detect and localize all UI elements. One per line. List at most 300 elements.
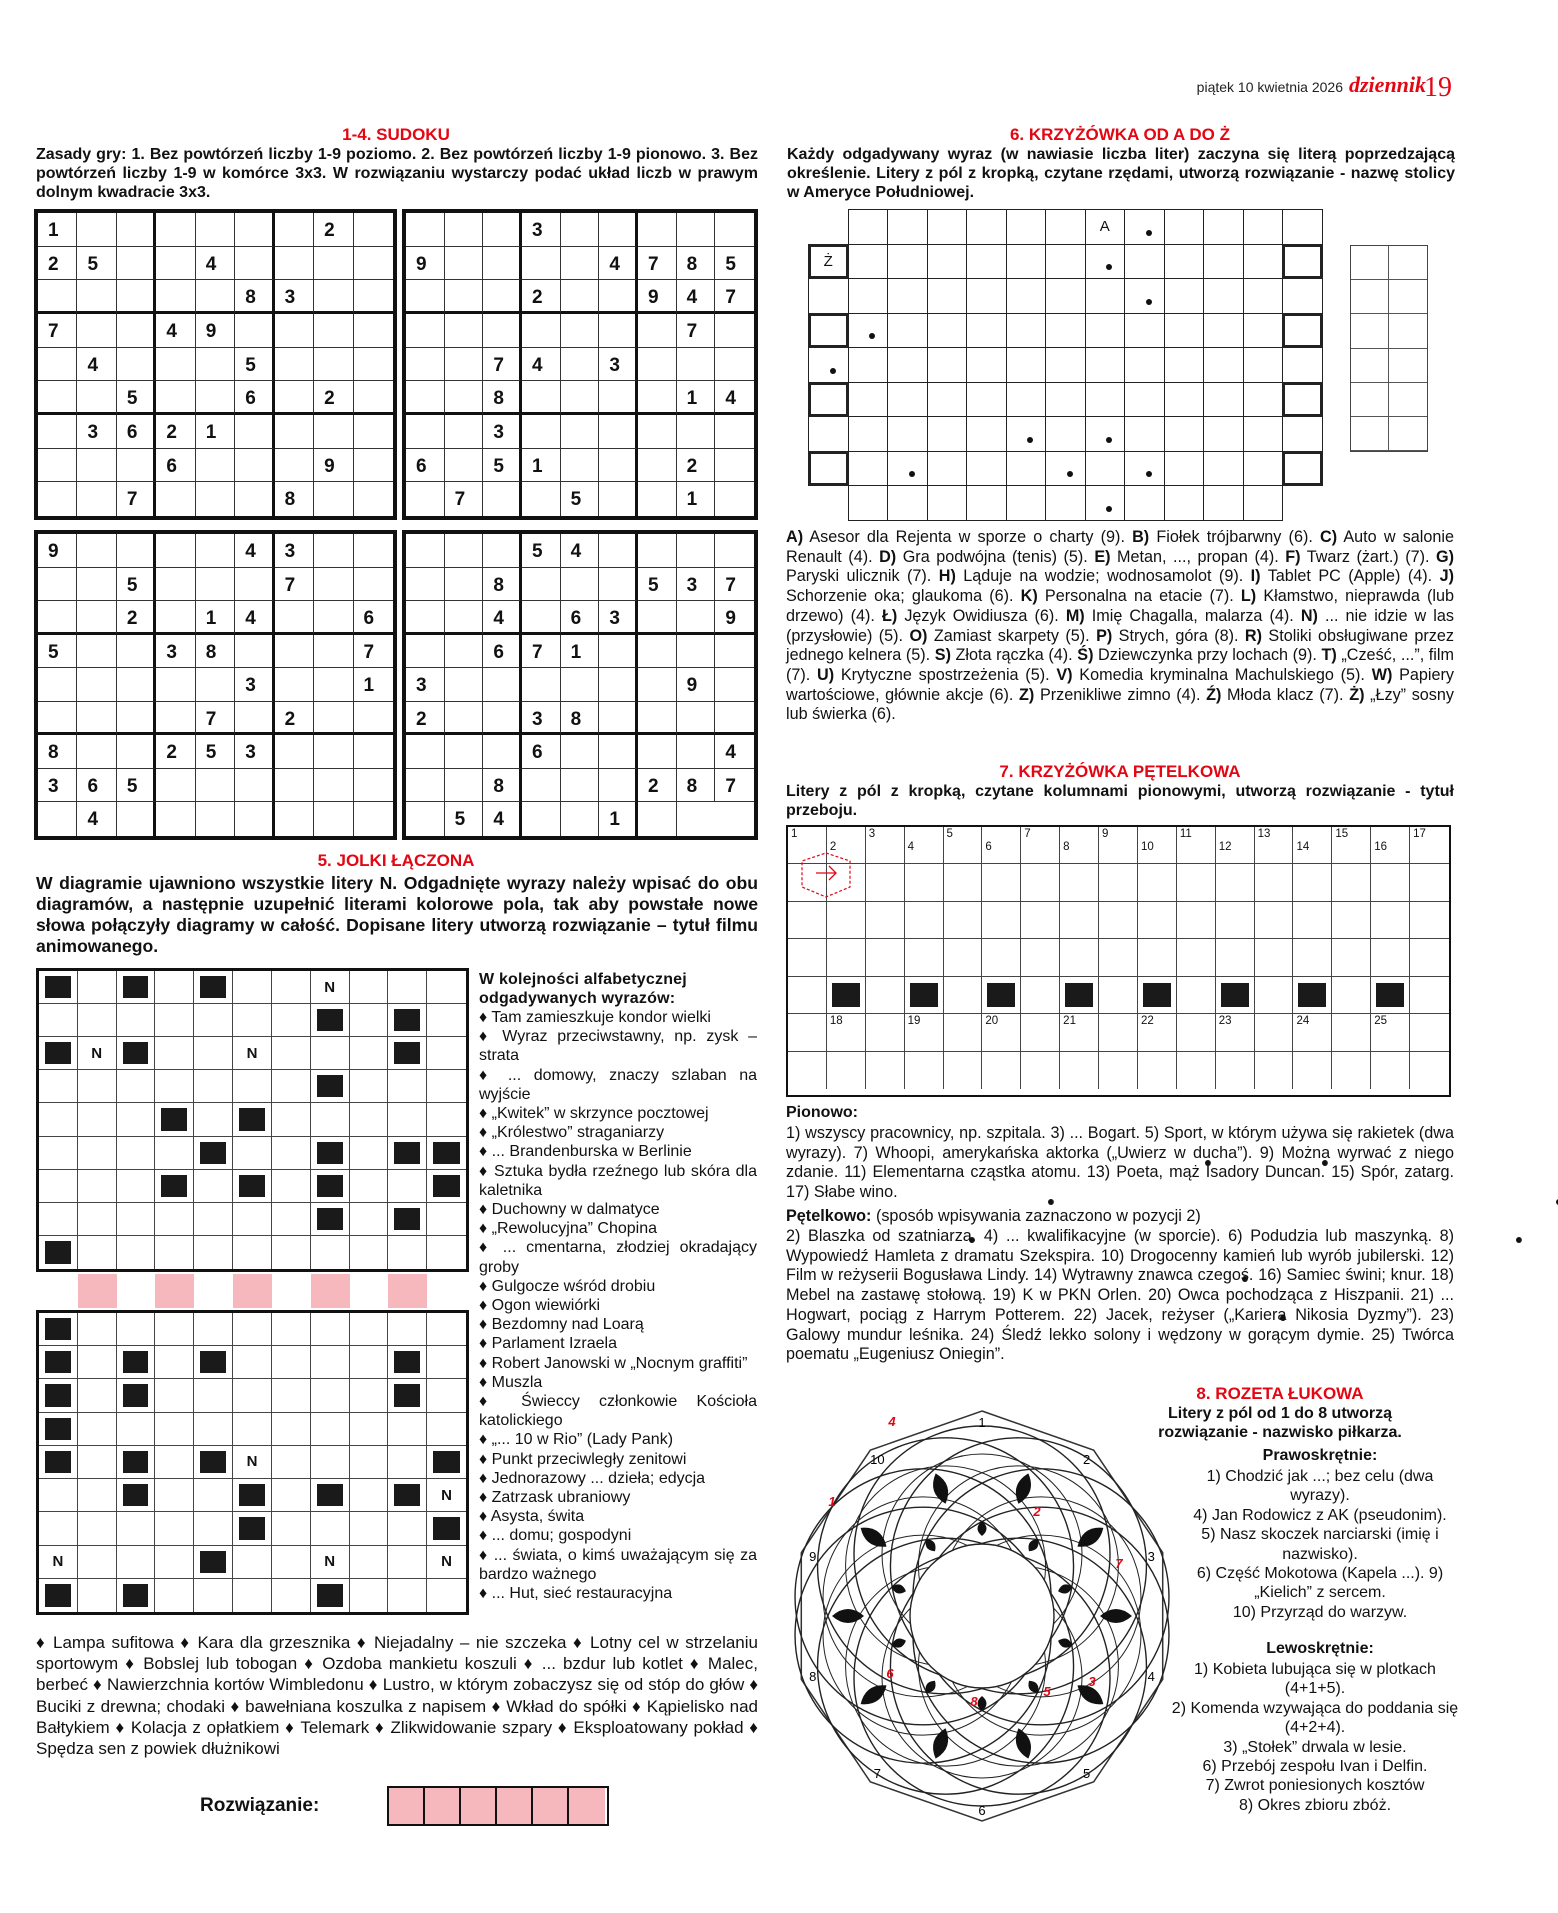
sudoku-cell[interactable]: 4: [235, 601, 274, 635]
sudoku-cell[interactable]: 9: [38, 534, 77, 568]
krzyzowka-cell[interactable]: [848, 451, 889, 487]
petelkowa-cell[interactable]: [788, 939, 827, 976]
krzyzowka-cell[interactable]: [1164, 209, 1205, 245]
jolki-cell[interactable]: [194, 1413, 233, 1446]
sudoku-cell[interactable]: [156, 348, 195, 382]
sudoku-cell[interactable]: [77, 568, 116, 602]
sudoku-cell[interactable]: [522, 482, 561, 516]
sudoku-cell[interactable]: [445, 635, 484, 669]
krzyzowka-cell[interactable]: [966, 278, 1007, 314]
petelkowa-cell[interactable]: [1293, 864, 1332, 901]
jolki-cell[interactable]: [427, 1004, 466, 1037]
sudoku-cell[interactable]: [599, 482, 638, 516]
petelkowa-cell[interactable]: [1060, 864, 1099, 901]
petelkowa-cell[interactable]: [982, 827, 1021, 864]
sudoku-cell[interactable]: [483, 702, 522, 736]
jolki-cell[interactable]: [350, 1413, 389, 1446]
jolki-cell[interactable]: [350, 1479, 389, 1512]
jolki-cell[interactable]: [155, 1236, 194, 1269]
sudoku-cell[interactable]: [275, 213, 314, 247]
petelkowa-cell[interactable]: [1060, 902, 1099, 939]
sudoku-cell[interactable]: [445, 348, 484, 382]
sudoku-cell[interactable]: 3: [677, 568, 716, 602]
sudoku-cell[interactable]: [196, 482, 235, 516]
krzyzowka-cell[interactable]: [1243, 244, 1284, 280]
sudoku-cell[interactable]: [406, 381, 445, 415]
colored-cell[interactable]: [233, 1274, 272, 1308]
jolki-cell[interactable]: [311, 1512, 350, 1545]
sudoku-cell[interactable]: [314, 568, 353, 602]
jolki-cell[interactable]: [311, 971, 350, 1004]
jolki-cell[interactable]: [427, 1103, 466, 1136]
petelkowa-cell[interactable]: [1216, 827, 1255, 864]
sudoku-cell[interactable]: [314, 247, 353, 281]
sudoku-cell[interactable]: [599, 415, 638, 449]
petelkowa-cell[interactable]: [866, 864, 905, 901]
jolki-cell[interactable]: [272, 1579, 311, 1612]
sudoku-cell[interactable]: [638, 482, 677, 516]
sudoku-cell[interactable]: [196, 348, 235, 382]
jolki-cell[interactable]: [39, 1004, 78, 1037]
sudoku-cell[interactable]: [638, 668, 677, 702]
krzyzowka-cell[interactable]: [1124, 209, 1165, 245]
sudoku-cell[interactable]: [599, 449, 638, 483]
sudoku-cell[interactable]: [275, 415, 314, 449]
sudoku-cell[interactable]: [677, 735, 716, 769]
sudoku-cell[interactable]: [117, 348, 156, 382]
sudoku-cell[interactable]: 5: [117, 769, 156, 803]
jolki-cell[interactable]: [272, 1137, 311, 1170]
jolki-cell[interactable]: [272, 1446, 311, 1479]
sudoku-cell[interactable]: 2: [314, 381, 353, 415]
sudoku-cell[interactable]: 3: [235, 668, 274, 702]
sudoku-cell[interactable]: [522, 415, 561, 449]
sudoku-cell[interactable]: 2: [522, 280, 561, 314]
krzyzowka-cell[interactable]: [1243, 347, 1284, 383]
jolki-cell[interactable]: [350, 1379, 389, 1412]
sudoku-cell[interactable]: [638, 702, 677, 736]
jolki-cell[interactable]: [388, 1070, 427, 1103]
sudoku-cell[interactable]: 3: [38, 769, 77, 803]
jolki-cell[interactable]: [388, 1579, 427, 1612]
jolki-cell[interactable]: [78, 1236, 117, 1269]
sudoku-cell[interactable]: [406, 601, 445, 635]
petelkowa-cell[interactable]: [1177, 1052, 1216, 1089]
sudoku-cell[interactable]: [196, 568, 235, 602]
sudoku-cell[interactable]: [677, 213, 716, 247]
sudoku-cell[interactable]: [38, 415, 77, 449]
sudoku-cell[interactable]: 9: [314, 449, 353, 483]
solution-cell[interactable]: [1351, 349, 1389, 383]
sudoku-cell[interactable]: [715, 449, 754, 483]
colored-cell[interactable]: [155, 1274, 194, 1308]
jolki-cell[interactable]: [194, 1037, 233, 1070]
jolki-cell[interactable]: [78, 1103, 117, 1136]
krzyzowka-cell[interactable]: [1085, 485, 1126, 521]
sudoku-cell[interactable]: [38, 449, 77, 483]
sudoku-cell[interactable]: [38, 802, 77, 836]
sudoku-cell[interactable]: [156, 802, 195, 836]
petelkowa-cell[interactable]: [1293, 1052, 1332, 1089]
petelkowa-cell[interactable]: [1371, 902, 1410, 939]
sudoku-cell[interactable]: [117, 534, 156, 568]
jolki-cell[interactable]: [233, 1236, 272, 1269]
sudoku-cell[interactable]: 9: [406, 247, 445, 281]
petelkowa-cell[interactable]: [866, 902, 905, 939]
solution-cell[interactable]: [1351, 246, 1389, 280]
sudoku-cell[interactable]: 2: [38, 247, 77, 281]
sudoku-cell[interactable]: 1: [196, 601, 235, 635]
sudoku-cell[interactable]: [275, 449, 314, 483]
jolki-cell[interactable]: [272, 1236, 311, 1269]
sudoku-cell[interactable]: [117, 314, 156, 348]
sudoku-cell[interactable]: [406, 635, 445, 669]
krzyzowka-cell[interactable]: [1164, 278, 1205, 314]
sudoku-cell[interactable]: [445, 735, 484, 769]
sudoku-cell[interactable]: [483, 314, 522, 348]
sudoku-cell[interactable]: [445, 702, 484, 736]
sudoku-cell[interactable]: [77, 213, 116, 247]
sudoku-cell[interactable]: 7: [522, 635, 561, 669]
sudoku-cell[interactable]: [638, 213, 677, 247]
krzyzowka-cell[interactable]: [1282, 382, 1323, 418]
petelkowa-cell[interactable]: [788, 977, 827, 1014]
sudoku-cell[interactable]: [483, 247, 522, 281]
jolki-cell[interactable]: [350, 1446, 389, 1479]
krzyzowka-cell[interactable]: [1085, 382, 1126, 418]
krzyzowka-cell[interactable]: [1085, 313, 1126, 349]
petelkowa-cell[interactable]: [1099, 827, 1138, 864]
sudoku-cell[interactable]: [406, 568, 445, 602]
sudoku-cell[interactable]: 6: [235, 381, 274, 415]
sudoku-cell[interactable]: [638, 449, 677, 483]
krzyzowka-cell[interactable]: [966, 485, 1007, 521]
jolki-cell[interactable]: [350, 1004, 389, 1037]
sudoku-cell[interactable]: [445, 280, 484, 314]
petelkowa-diagram[interactable]: [786, 825, 1451, 1097]
jolki-cell[interactable]: [194, 1579, 233, 1612]
sudoku-cell[interactable]: 2: [314, 213, 353, 247]
sudoku-cell[interactable]: 5: [77, 247, 116, 281]
petelkowa-cell[interactable]: [1293, 902, 1332, 939]
krzyzowka-cell[interactable]: [1282, 209, 1323, 245]
sudoku-cell[interactable]: 5: [117, 381, 156, 415]
krzyzowka-cell[interactable]: [966, 209, 1007, 245]
jolki-cell[interactable]: [272, 1413, 311, 1446]
jolki-cell[interactable]: [233, 1313, 272, 1346]
jolki-cell[interactable]: [78, 1203, 117, 1236]
jolki-cell[interactable]: [78, 1037, 117, 1070]
krzyzowka-cell[interactable]: [1006, 416, 1047, 452]
sudoku-cell[interactable]: [406, 415, 445, 449]
jolki-cell[interactable]: [350, 1346, 389, 1379]
sudoku-cell[interactable]: [599, 568, 638, 602]
sudoku-cell[interactable]: [235, 415, 274, 449]
sudoku-cell[interactable]: [638, 601, 677, 635]
sudoku-cell[interactable]: 3: [406, 668, 445, 702]
sudoku-cell[interactable]: [354, 568, 393, 602]
sudoku-cell[interactable]: 2: [677, 449, 716, 483]
sudoku-cell[interactable]: [445, 769, 484, 803]
krzyzowka-cell[interactable]: [1085, 278, 1126, 314]
jolki-cell[interactable]: [272, 1346, 311, 1379]
sudoku-cell[interactable]: 4: [483, 601, 522, 635]
krzyzowka-cell[interactable]: [1203, 209, 1244, 245]
sudoku-cell[interactable]: 5: [715, 247, 754, 281]
jolki-cell[interactable]: [117, 1546, 156, 1579]
sudoku-cell[interactable]: 1: [599, 802, 638, 836]
petelkowa-cell[interactable]: [1021, 827, 1060, 864]
sudoku-cell[interactable]: [406, 802, 445, 836]
jolki-cell[interactable]: [155, 1203, 194, 1236]
sudoku-cell[interactable]: 1: [677, 381, 716, 415]
jolki-cell[interactable]: [233, 1446, 272, 1479]
jolki-cell[interactable]: [117, 1512, 156, 1545]
jolki-cell[interactable]: [388, 1446, 427, 1479]
sudoku-cell[interactable]: [235, 702, 274, 736]
petelkowa-cell[interactable]: [1060, 1052, 1099, 1089]
petelkowa-cell[interactable]: [1021, 1014, 1060, 1051]
sudoku-cell[interactable]: [406, 348, 445, 382]
krzyzowka-cell[interactable]: [848, 347, 889, 383]
petelkowa-cell[interactable]: [1332, 977, 1371, 1014]
solution-boxes[interactable]: [387, 1786, 609, 1826]
sudoku-cell[interactable]: 6: [522, 735, 561, 769]
sudoku-cell[interactable]: [715, 314, 754, 348]
sudoku-cell[interactable]: [156, 769, 195, 803]
petelkowa-cell[interactable]: [905, 864, 944, 901]
solution-cell[interactable]: [425, 1788, 461, 1824]
krzyzowka-cell[interactable]: [1124, 382, 1165, 418]
jolki-cell[interactable]: [388, 1546, 427, 1579]
krzyzowka-cell[interactable]: [887, 485, 928, 521]
jolki-cell[interactable]: [272, 1512, 311, 1545]
petelkowa-cell[interactable]: [827, 1014, 866, 1051]
sudoku-cell[interactable]: 7: [196, 702, 235, 736]
krzyzowka-cell[interactable]: [1243, 451, 1284, 487]
sudoku-cell[interactable]: 3: [599, 601, 638, 635]
petelkowa-cell[interactable]: [1021, 864, 1060, 901]
sudoku-cell[interactable]: 1: [677, 482, 716, 516]
krzyzowka-cell[interactable]: [808, 278, 849, 314]
sudoku-cell[interactable]: [561, 280, 600, 314]
petelkowa-cell[interactable]: [1138, 864, 1177, 901]
krzyzowka-cell[interactable]: [1164, 347, 1205, 383]
sudoku-cell[interactable]: 3: [275, 280, 314, 314]
sudoku-cell[interactable]: [235, 802, 274, 836]
krzyzowka-cell[interactable]: A: [1085, 209, 1126, 245]
jolki-cell[interactable]: [272, 1479, 311, 1512]
krzyzowka-cell[interactable]: [887, 382, 928, 418]
sudoku-cell[interactable]: [235, 769, 274, 803]
sudoku-cell[interactable]: 4: [77, 348, 116, 382]
petelkowa-cell[interactable]: [1021, 977, 1060, 1014]
sudoku-cell[interactable]: [235, 482, 274, 516]
petelkowa-cell[interactable]: [1410, 864, 1449, 901]
sudoku-cell[interactable]: 2: [156, 735, 195, 769]
jolki-cell[interactable]: [427, 1070, 466, 1103]
sudoku-cell[interactable]: [156, 601, 195, 635]
sudoku-cell[interactable]: [117, 213, 156, 247]
colored-cell[interactable]: [311, 1274, 350, 1308]
krzyzowka-cell[interactable]: [1124, 313, 1165, 349]
jolki-cell[interactable]: [233, 1004, 272, 1037]
krzyzowka-cell[interactable]: [1164, 382, 1205, 418]
krzyzowka-cell[interactable]: [808, 347, 849, 383]
krzyzowka-cell[interactable]: [1124, 416, 1165, 452]
krzyzowka-diagram[interactable]: [808, 209, 1318, 520]
petelkowa-cell[interactable]: [944, 864, 983, 901]
sudoku-cell[interactable]: [561, 348, 600, 382]
petelkowa-cell[interactable]: [1216, 1014, 1255, 1051]
jolki-cell[interactable]: [117, 1203, 156, 1236]
jolki-cell[interactable]: [78, 1579, 117, 1612]
krzyzowka-cell[interactable]: [966, 382, 1007, 418]
jolki-cell[interactable]: [39, 1137, 78, 1170]
sudoku-cell[interactable]: [275, 314, 314, 348]
petelkowa-cell[interactable]: [1216, 939, 1255, 976]
sudoku-cell[interactable]: 6: [354, 601, 393, 635]
sudoku-grid-4[interactable]: [402, 530, 758, 840]
sudoku-cell[interactable]: [445, 247, 484, 281]
sudoku-cell[interactable]: 8: [275, 482, 314, 516]
sudoku-cell[interactable]: [117, 668, 156, 702]
jolki-connector-row[interactable]: [39, 1274, 466, 1308]
jolki-cell[interactable]: [155, 1479, 194, 1512]
sudoku-cell[interactable]: [715, 415, 754, 449]
sudoku-cell[interactable]: [561, 247, 600, 281]
sudoku-cell[interactable]: 3: [275, 534, 314, 568]
petelkowa-cell[interactable]: [1099, 902, 1138, 939]
petelkowa-cell[interactable]: [1332, 864, 1371, 901]
sudoku-cell[interactable]: 3: [522, 213, 561, 247]
sudoku-cell[interactable]: [196, 213, 235, 247]
krzyzowka-cell[interactable]: [808, 313, 849, 349]
petelkowa-cell[interactable]: [944, 1052, 983, 1089]
jolki-cell[interactable]: [117, 1004, 156, 1037]
sudoku-cell[interactable]: 2: [638, 769, 677, 803]
krzyzowka-cell[interactable]: [966, 313, 1007, 349]
sudoku-cell[interactable]: [445, 601, 484, 635]
krzyzowka-cell[interactable]: [1243, 485, 1284, 521]
jolki-cell[interactable]: [194, 1479, 233, 1512]
sudoku-cell[interactable]: 5: [117, 568, 156, 602]
petelkowa-cell[interactable]: [1255, 939, 1294, 976]
sudoku-cell[interactable]: 8: [235, 280, 274, 314]
krzyzowka-cell[interactable]: [966, 347, 1007, 383]
jolki-cell[interactable]: [78, 1070, 117, 1103]
sudoku-cell[interactable]: [522, 802, 561, 836]
jolki-cell[interactable]: [39, 1170, 78, 1203]
sudoku-cell[interactable]: [715, 702, 754, 736]
jolki-cell[interactable]: [39, 1546, 78, 1579]
jolki-cell[interactable]: [78, 1379, 117, 1412]
sudoku-cell[interactable]: [599, 381, 638, 415]
sudoku-cell[interactable]: [117, 635, 156, 669]
krzyzowka-cell[interactable]: [1124, 485, 1165, 521]
krzyzowka-cell[interactable]: [1045, 347, 1086, 383]
sudoku-cell[interactable]: [275, 735, 314, 769]
sudoku-cell[interactable]: [314, 280, 353, 314]
sudoku-cell[interactable]: 7: [117, 482, 156, 516]
jolki-cell[interactable]: [311, 1546, 350, 1579]
jolki-cell[interactable]: [272, 1004, 311, 1037]
petelkowa-cell[interactable]: [1410, 939, 1449, 976]
petelkowa-cell[interactable]: [1293, 1014, 1332, 1051]
jolki-cell[interactable]: [155, 1313, 194, 1346]
petelkowa-cell[interactable]: [827, 939, 866, 976]
petelkowa-cell[interactable]: [1021, 1052, 1060, 1089]
sudoku-cell[interactable]: [196, 534, 235, 568]
sudoku-cell[interactable]: [77, 482, 116, 516]
sudoku-cell[interactable]: 4: [235, 534, 274, 568]
krzyzowka-cell[interactable]: [1006, 313, 1047, 349]
jolki-cell[interactable]: [194, 1103, 233, 1136]
sudoku-cell[interactable]: [275, 769, 314, 803]
petelkowa-cell[interactable]: [1177, 977, 1216, 1014]
krzyzowka-cell[interactable]: [808, 451, 849, 487]
jolki-cell[interactable]: [155, 1037, 194, 1070]
jolki-cell[interactable]: [117, 1137, 156, 1170]
jolki-cell[interactable]: [194, 1203, 233, 1236]
sudoku-cell[interactable]: 7: [715, 280, 754, 314]
jolki-cell[interactable]: [194, 1236, 233, 1269]
sudoku-cell[interactable]: [638, 802, 677, 836]
jolki-diagram-top[interactable]: [36, 968, 469, 1272]
petelkowa-cell[interactable]: [1410, 827, 1449, 864]
solution-grid[interactable]: [1350, 245, 1428, 452]
krzyzowka-cell[interactable]: [1282, 347, 1323, 383]
jolki-cell[interactable]: [194, 1512, 233, 1545]
jolki-cell[interactable]: [388, 971, 427, 1004]
jolki-cell[interactable]: [311, 1037, 350, 1070]
sudoku-grid-3[interactable]: [34, 530, 397, 840]
krzyzowka-cell[interactable]: [848, 313, 889, 349]
sudoku-cell[interactable]: [561, 769, 600, 803]
krzyzowka-cell[interactable]: [1203, 451, 1244, 487]
krzyzowka-cell[interactable]: [1243, 278, 1284, 314]
jolki-cell[interactable]: [272, 971, 311, 1004]
petelkowa-cell[interactable]: [1255, 1014, 1294, 1051]
jolki-cell[interactable]: [155, 1070, 194, 1103]
sudoku-cell[interactable]: [599, 735, 638, 769]
sudoku-cell[interactable]: [406, 213, 445, 247]
sudoku-cell[interactable]: [314, 635, 353, 669]
jolki-cell[interactable]: [311, 1103, 350, 1136]
petelkowa-cell[interactable]: [905, 827, 944, 864]
sudoku-cell[interactable]: [599, 314, 638, 348]
jolki-cell[interactable]: [194, 1070, 233, 1103]
petelkowa-cell[interactable]: [1177, 902, 1216, 939]
krzyzowka-cell[interactable]: [1203, 278, 1244, 314]
sudoku-cell[interactable]: 5: [235, 348, 274, 382]
petelkowa-cell[interactable]: [944, 902, 983, 939]
jolki-cell[interactable]: [155, 971, 194, 1004]
solution-cell[interactable]: [569, 1788, 605, 1824]
krzyzowka-cell[interactable]: [1164, 416, 1205, 452]
krzyzowka-cell[interactable]: [887, 278, 928, 314]
sudoku-cell[interactable]: [235, 247, 274, 281]
sudoku-cell[interactable]: 8: [483, 381, 522, 415]
jolki-cell[interactable]: [39, 1070, 78, 1103]
petelkowa-cell[interactable]: [1138, 902, 1177, 939]
sudoku-cell[interactable]: [77, 534, 116, 568]
krzyzowka-cell[interactable]: [927, 416, 968, 452]
sudoku-cell[interactable]: [354, 735, 393, 769]
petelkowa-cell[interactable]: [1371, 1052, 1410, 1089]
jolki-cell[interactable]: [311, 1413, 350, 1446]
sudoku-grid-2[interactable]: [402, 209, 758, 520]
